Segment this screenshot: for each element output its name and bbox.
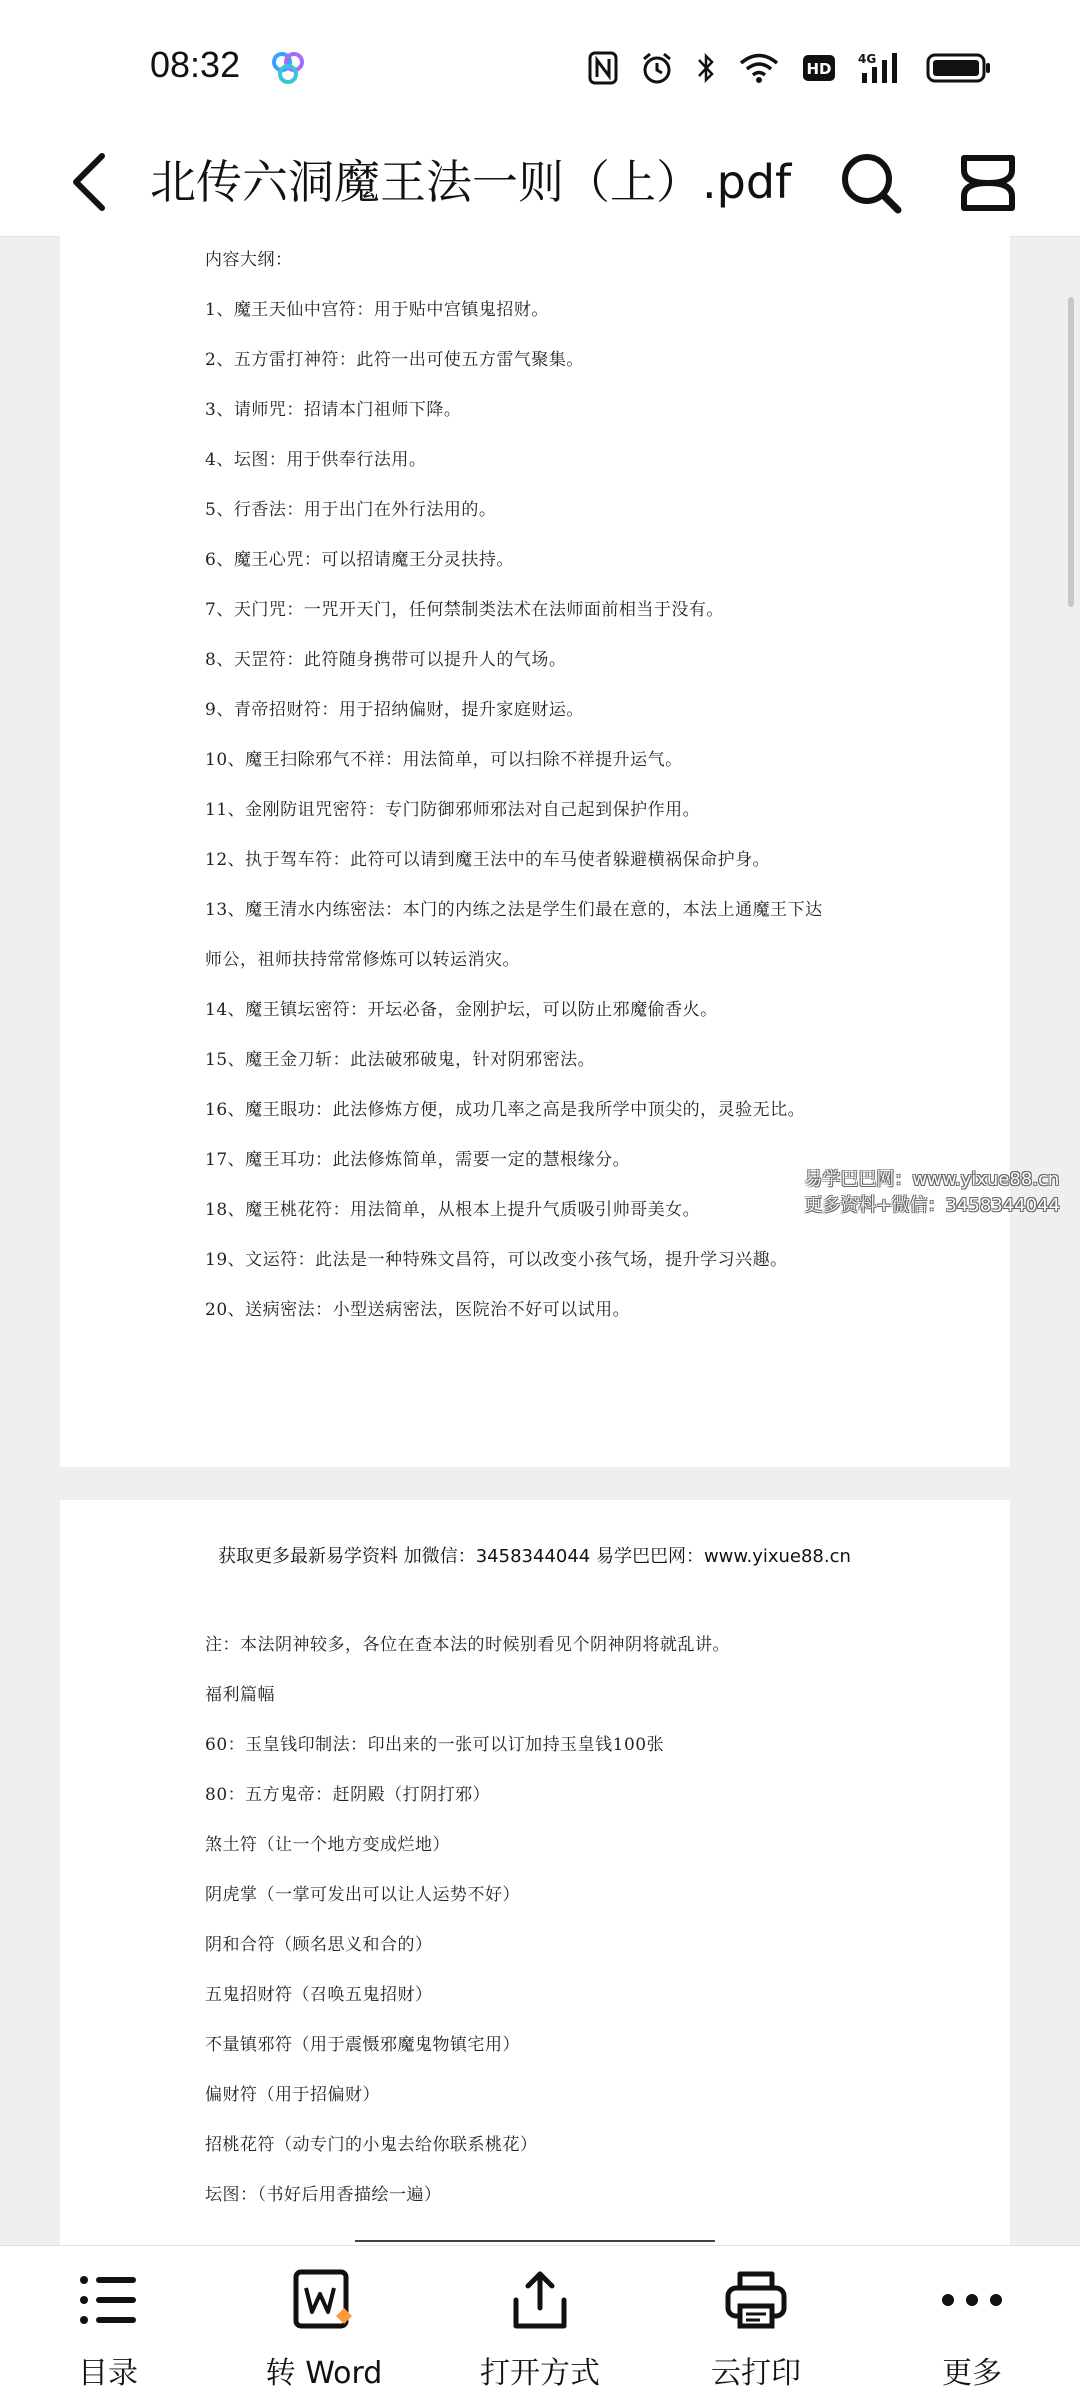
page-line: 阴和合符（顾名思义和合的） xyxy=(205,1935,433,1955)
toolbar-outline-button[interactable] xyxy=(8,2246,208,2401)
page-line: 9、青帝招财符：用于招纳偏财，提升家庭财运。 xyxy=(205,700,584,720)
page-line: 2、五方雷打神符：此符一出可使五方雷气聚集。 xyxy=(205,350,584,370)
page-line: 6、魔王心咒：可以招请魔王分灵扶持。 xyxy=(205,550,514,570)
toolbar-more-button[interactable] xyxy=(872,2246,1072,2401)
page-line: 15、魔王金刀斩：此法破邪破鬼，针对阴邪密法。 xyxy=(205,1050,596,1070)
nfc-icon xyxy=(588,51,618,85)
page-line: 招桃花符（动专门的小鬼去给你联系桃花） xyxy=(205,2135,538,2155)
toolbar-open-with-button[interactable] xyxy=(440,2246,640,2401)
app-notification-icon xyxy=(268,48,308,88)
toolbar-label: 云打印 xyxy=(711,2356,801,2391)
page-line: 内容大纲： xyxy=(205,250,293,270)
toolbar-convert-word-button[interactable] xyxy=(224,2246,424,2401)
page-line: 1、魔王天仙中宫符：用于贴中宫镇鬼招财。 xyxy=(205,300,549,320)
share-icon xyxy=(508,2268,572,2332)
page-line: 五鬼招财符（召唤五鬼招财） xyxy=(205,1985,433,2005)
status-time: 08:32 xyxy=(150,44,241,85)
page-header-line: 获取更多最新易学资料 加微信：3458344044 易学巴巴网：www.yixue88.cn xyxy=(218,1546,851,1567)
page-line: 20、送病密法：小型送病密法，医院治不好可以试用。 xyxy=(205,1300,631,1320)
top-app-bar xyxy=(0,130,1080,237)
page-line: 注：本法阴神较多，各位在查本法的时候别看见个阴神阴将就乱讲。 xyxy=(205,1635,730,1655)
page-line: 煞土符（让一个地方变成烂地） xyxy=(205,1835,450,1855)
toolbar-label: 转 Word xyxy=(265,2356,383,2391)
page-line: 10、魔王扫除邪气不祥：用法简单，可以扫除不祥提升运气。 xyxy=(205,750,683,770)
document-title: 北传六洞魔王法一则（上）.pdf xyxy=(150,155,792,209)
more-icon xyxy=(940,2268,1004,2332)
scrollbar[interactable] xyxy=(1068,297,1074,607)
toolbar-label: 打开方式 xyxy=(480,2356,600,2391)
page-line: 16、魔王眼功：此法修炼方便，成功几率之高是我所学中顶尖的，灵验无比。 xyxy=(205,1100,806,1120)
page-line: 不量镇邪符（用于震慑邪魔鬼物镇宅用） xyxy=(205,2035,520,2055)
page-line: 福利篇幅 xyxy=(205,1685,275,1705)
printer-icon xyxy=(724,2268,788,2332)
page-line: 13、魔王清水内练密法：本门的内练之法是学生们最在意的，本法上通魔王下达 xyxy=(205,900,823,920)
page-line: 7、天门咒：一咒开天门，任何禁制类法术在法师面前相当于没有。 xyxy=(205,600,724,620)
search-icon[interactable] xyxy=(836,148,906,218)
page-line: 18、魔王桃花符：用法简单，从根本上提升气质吸引帅哥美女。 xyxy=(205,1200,701,1220)
toolbar-cloud-print-button[interactable] xyxy=(656,2246,856,2401)
page-line: 19、文运符：此法是一种特殊文昌符，可以改变小孩气场，提升学习兴趣。 xyxy=(205,1250,788,1270)
pdf-page xyxy=(60,227,1010,1467)
page-line: 17、魔王耳功：此法修炼简单，需要一定的慧根缘分。 xyxy=(205,1150,631,1170)
status-bar xyxy=(0,0,1080,130)
reading-mode-icon[interactable] xyxy=(958,148,1018,218)
page-line: 3、请师咒：招请本门祖师下降。 xyxy=(205,400,462,420)
status-icons xyxy=(588,48,992,88)
page-line: 11、金刚防诅咒密符：专门防御邪师邪法对自己起到保护作用。 xyxy=(205,800,701,820)
page-line: 坛图：（书好后用香描绘一遍） xyxy=(205,2185,442,2205)
signal-4g-icon xyxy=(858,51,904,85)
watermark xyxy=(804,1167,1060,1219)
convert-word-icon xyxy=(292,2268,362,2332)
watermark-line: 易学巴巴网：www.yixue88.cn xyxy=(804,1169,1060,1190)
svg-text:4G: 4G xyxy=(858,52,877,66)
pdf-viewport[interactable] xyxy=(0,237,1080,2245)
svg-text:HD: HD xyxy=(806,60,832,78)
page-line: 师公，祖师扶持常常修炼可以转运消灾。 xyxy=(205,950,520,970)
hd-icon xyxy=(802,54,836,82)
page-line: 80：五方鬼帝：赶阴殿（打阴打邪） xyxy=(205,1785,491,1805)
wifi-icon xyxy=(738,52,780,84)
pdf-page xyxy=(60,1500,1010,2300)
page-line: 4、坛图：用于供奉行法用。 xyxy=(205,450,427,470)
toolbar-label: 目录 xyxy=(78,2356,138,2391)
page-line: 60：玉皇钱印制法：印出来的一张可以订加持玉皇钱100张 xyxy=(205,1735,665,1755)
toolbar-label: 更多 xyxy=(942,2356,1002,2391)
battery-icon xyxy=(926,53,992,83)
page-line: 阴虎掌（一掌可发出可以让人运势不好） xyxy=(205,1885,520,1905)
page-line: 14、魔王镇坛密符：开坛必备，金刚护坛，可以防止邪魔偷香火。 xyxy=(205,1000,718,1020)
page-line: 偏财符（用于招偏财） xyxy=(205,2085,380,2105)
bluetooth-icon xyxy=(696,51,716,85)
page-line: 12、执于驾车符：此符可以请到魔王法中的车马使者躲避横祸保命护身。 xyxy=(205,850,771,870)
alarm-icon xyxy=(640,51,674,85)
watermark-line: 更多资料+微信：3458344044 xyxy=(804,1195,1060,1216)
bottom-toolbar xyxy=(0,2245,1080,2401)
page-line: 8、天罡符：此符随身携带可以提升人的气场。 xyxy=(205,650,567,670)
page-line: 5、行香法：用于出门在外行法用的。 xyxy=(205,500,497,520)
list-icon xyxy=(76,2268,140,2332)
back-arrow-icon[interactable] xyxy=(62,144,122,220)
